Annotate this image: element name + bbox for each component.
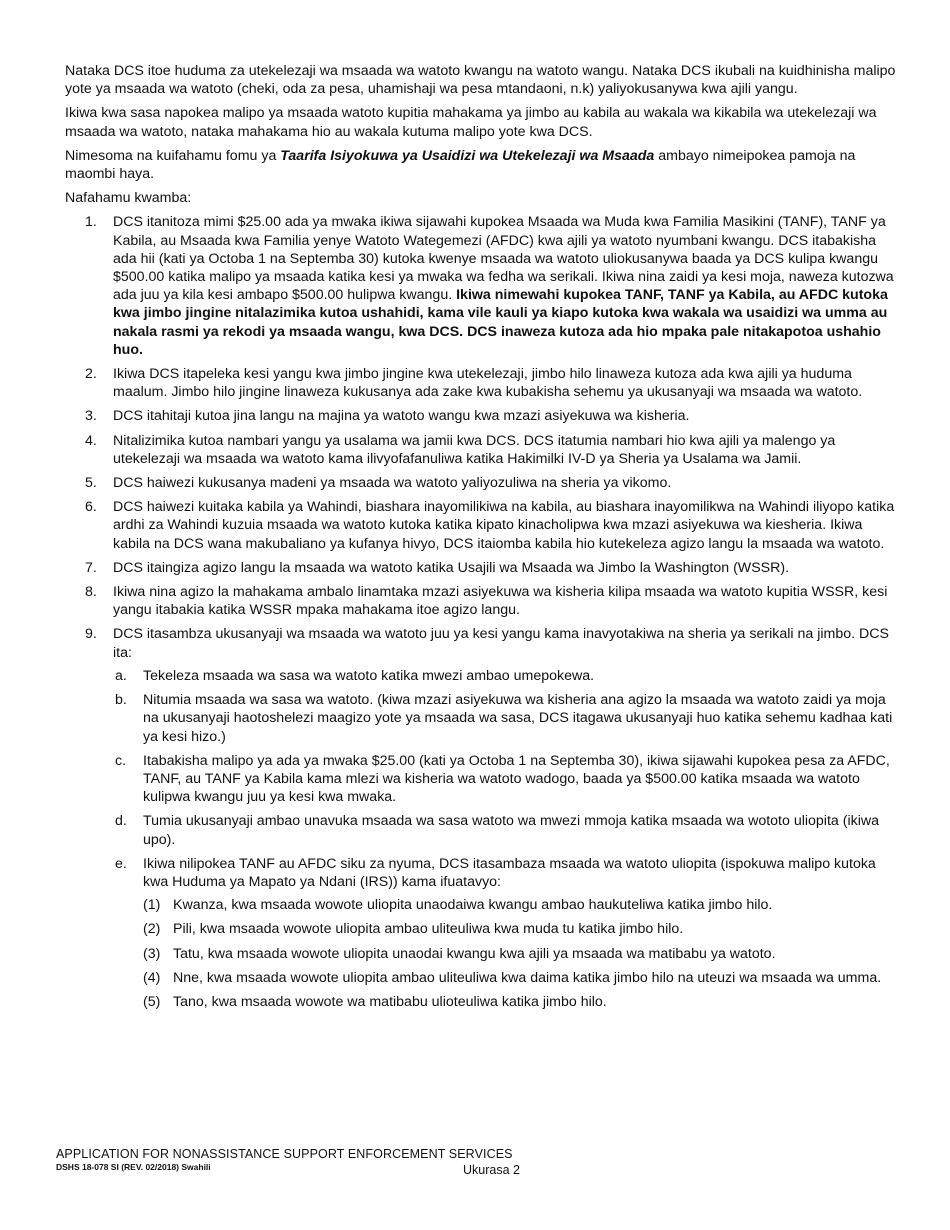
item-number: 3. <box>85 408 97 425</box>
notice-form-title: Taarifa Isiyokuwa ya Usaidizi wa Utekelezaji wa Msaada <box>280 147 655 164</box>
subsubitem-text: Kwanza, kwa msaada wowote uliopita unaodaiwa kwangu ambao haukuteliwa katika jimbo hilo. <box>173 897 773 914</box>
list-item <box>65 407 903 425</box>
subsubitem-text: Tano, kwa msaada wowote wa matibabu ulioteuliwa katika jimbo hilo. <box>173 993 607 1010</box>
item-text: Ikiwa nina agizo la mahakama ambalo linamtaka mzazi asiyekuwa wa kisheria kilipa msaada wa watoto kupitia WSSR, kesi yangu itabakia katika WSSR mpaka mahakama itoe agizo langu. <box>113 584 888 619</box>
item-number: 6. <box>85 499 97 516</box>
footer-form-title: APPLICATION FOR NONASSISTANCE SUPPORT ENFORCEMENT SERVICES <box>56 1147 513 1161</box>
item-text: DCS itasambza ukusanyaji wa msaada wa watoto juu ya kesi yangu kama inavyotakiwa na sheria ya serikali na jimbo. DCS ita: <box>113 626 889 661</box>
arrears-order-list <box>143 896 903 1011</box>
understanding-list <box>65 213 903 1011</box>
list-item <box>65 474 903 492</box>
subsublist-item <box>143 896 903 914</box>
subsubitem-number: (2) <box>143 921 161 938</box>
subitem-letter: c. <box>115 752 127 769</box>
intro-paragraph-2: Ikiwa kwa sasa napokea malipo ya msaada watoto kupitia mahakama ya jimbo au kabila au wakala wa kikabila wa utekelezaji wa msaada wa watoto, nataka mahakama hio au wakala kutuma malipo yote kwa DCS. <box>65 105 877 140</box>
item-number: 9. <box>85 626 97 643</box>
item-text: DCS haiwezi kuitaka kabila ya Wahindi, biashara inayomilikiwa na kabila, au biashara inayomilikwa na Wahindi iliyopo katika ardhi za Wahindi kuzuia msaada wa watoto kutoka katika kipato kinacholipwa kwa mzazi asiyekuwa wa kiesheria. Ikiwa kabila na DCS wana makubaliano ya kufanya hivyo, DCS itaiomba kabila hio kutekeleza agizo langu la msaada wa watoto. <box>113 499 895 552</box>
item-number: 5. <box>85 475 97 492</box>
item-text: Ikiwa DCS itapeleka kesi yangu kwa jimbo jingine kwa utekelezaji, jimbo hilo linaweza kutoza ada kwa ajili ya huduma maalum. Jimbo hilo jingine linaweza kukusanya ada zake kwa kubakisha sehemu ya ukusanyaji wa msaada wa watoto. <box>113 366 863 401</box>
intro-p3-before: Nimesoma na kuifahamu fomu ya <box>65 147 281 164</box>
subsubitem-number: (1) <box>143 897 161 914</box>
subsubitem-text: Pili, kwa msaada wowote uliopita ambao uliteuliwa kwa muda tu katika jimbo hilo. <box>173 921 684 938</box>
document-body <box>65 62 903 1017</box>
subitem-text: Ikiwa nilipokea TANF au AFDC siku za nyuma, DCS itasambaza msaada wa watoto uliopita (ispokuwa malipo kutoka kwa Huduma ya Mapato ya Ndani (IRS)) kama ifuatavyo: <box>143 855 876 890</box>
list-item <box>65 432 903 468</box>
subsubitem-text: Tatu, kwa msaada wowote uliopita unaodai kwangu kwa ajili ya msaada wa matibabu ya watoto. <box>173 945 776 962</box>
sublist-item <box>113 691 903 746</box>
sublist-item <box>113 812 903 848</box>
understand-label: Nafahamu kwamba: <box>65 190 192 207</box>
subitem-letter: b. <box>115 692 127 709</box>
subsubitem-number: (3) <box>143 945 161 962</box>
footer-form-id: DSHS 18-078 SI (REV. 02/2018) Swahili <box>56 1162 211 1172</box>
list-item <box>65 625 903 1011</box>
subitem-text: Tumia ukusanyaji ambao unavuka msaada wa sasa watoto wa mwezi mmoja katika msaada wa wototo uliopita (ikiwa upo). <box>143 813 879 848</box>
subsublist-item <box>143 945 903 963</box>
subitem-text: Itabakisha malipo ya ada ya mwaka $25.00 (kati ya Octoba 1 na Septemba 30), ikiwa sijawahi kupokea pesa za AFDC, TANF, au TANF ya Kabila kama mlezi wa kisheria wa watoto wadogo, baada ya $500.00 katika msaada wa watoto kulipwa kwangu juu ya kesi kwa mwaka. <box>143 752 890 806</box>
item-text: DCS itanitoza mimi $25.00 ada ya mwaka ikiwa sijawahi kupokea Msaada wa Muda kwa Familia Masikini (TANF), TANF ya Kabila, au Msaada kwa Familia yenye Watoto Wategemezi (AFDC) kwa ajili ya watoto nyumbani kwangu. DCS itabakisha ada hii (kati ya Octoba 1 na Septemba 30) kutoka kwenye msaada wa watoto uliokusanywa baada ya DCS kulipa kwangu $500.00 katika malipo ya msaada katika kesi ya mwaka wa fedha wa serikali. Ikiwa nina zaidi ya kesi moja, naweza kutozwa ada juu ya kila kesi ambapo $500.00 hulipwa kwangu. <box>113 214 894 304</box>
list-item <box>65 498 903 553</box>
sublist-item <box>113 667 903 685</box>
sublist-item <box>113 752 903 807</box>
subitem-letter: d. <box>115 813 127 830</box>
list-item <box>65 365 903 401</box>
intro-paragraph-1: Nataka DCS itoe huduma za utekelezaji wa msaada wa watoto kwangu na watoto wangu. Nataka DCS ikubali na kuidhinisha malipo yote ya msaada wa watoto (cheki, oda za pesa, uhamishaji wa pesa mtandaoni, n.k) yaliyokusanywa kwa ajili yangu. <box>65 63 896 98</box>
intro-paragraph-3 <box>65 147 903 183</box>
subsubitem-number: (4) <box>143 969 161 986</box>
subsubitem-number: (5) <box>143 993 161 1010</box>
item-number: 7. <box>85 559 97 576</box>
subsublist-item <box>143 920 903 938</box>
list-item <box>65 583 903 619</box>
intro-p3-after: ambayo nimeipokea pamoja na maombi haya. <box>65 147 856 183</box>
list-item <box>65 213 903 359</box>
item-number: 8. <box>85 584 97 601</box>
list-item <box>65 559 903 577</box>
subitem-letter: e. <box>115 855 127 872</box>
item-number: 2. <box>85 366 97 383</box>
item-number: 4. <box>85 432 97 449</box>
subsubitem-text: Nne, kwa msaada wowote uliopita ambao uliteuliwa kwa daima katika jimbo hilo na uteuzi wa msaada wa umma. <box>173 969 882 986</box>
subsublist-item <box>143 993 903 1011</box>
distribution-sublist <box>113 667 903 1011</box>
subitem-text: Tekeleza msaada wa sasa wa watoto katika mwezi ambao umepokewa. <box>143 667 595 684</box>
subsublist-item <box>143 969 903 987</box>
subitem-text: Nitumia msaada wa sasa wa watoto. (kiwa mzazi asiyekuwa wa kisheria ana agizo la msaada wa watoto zaidi ya moja na ukusanyaji haotoshelezi maagizo yote ya msaada wa sasa, DCS itagawa ukusanyaji huo katika sehemu kadhaa kati ya kesi hizo.) <box>143 692 893 745</box>
sublist-item <box>113 855 903 1011</box>
item-text: DCS itaingiza agizo langu la msaada wa watoto katika Usajili wa Msaada wa Jimbo la Washington (WSSR). <box>113 559 790 576</box>
page-number: Ukurasa 2 <box>463 1163 520 1177</box>
subitem-letter: a. <box>115 667 127 684</box>
item-text: DCS haiwezi kukusanya madeni ya msaada wa watoto yaliyozuliwa na sheria ya vikomo. <box>113 475 672 492</box>
item-bold-text: Ikiwa nimewahi kupokea TANF, TANF ya Kabila, au AFDC kutoka kwa jimbo jingine nitalazimika kutoa ushahidi, kama vile kauli ya kiapo kutoka kwa wakala wa usaidizi wa umma au nakala rasmi ya rekodi ya msaada wangu, kwa DCS. DCS inaweza kutoza ada hio mpaka pale nitakapotoa ushahio huo. <box>113 287 888 358</box>
item-number: 1. <box>85 214 97 231</box>
item-text: DCS itahitaji kutoa jina langu na majina ya watoto wangu kwa mzazi asiyekuwa wa kisheria. <box>113 408 690 425</box>
item-text: Nitalizimika kutoa nambari yangu ya usalama wa jamii kwa DCS. DCS itatumia nambari hio kwa ajili ya malengo ya utekelezaji wa msaada wa watoto kama ilivyofafanuliwa katika Hakimilki IV-D ya Sheria ya Usalama wa Jamii. <box>113 432 836 467</box>
